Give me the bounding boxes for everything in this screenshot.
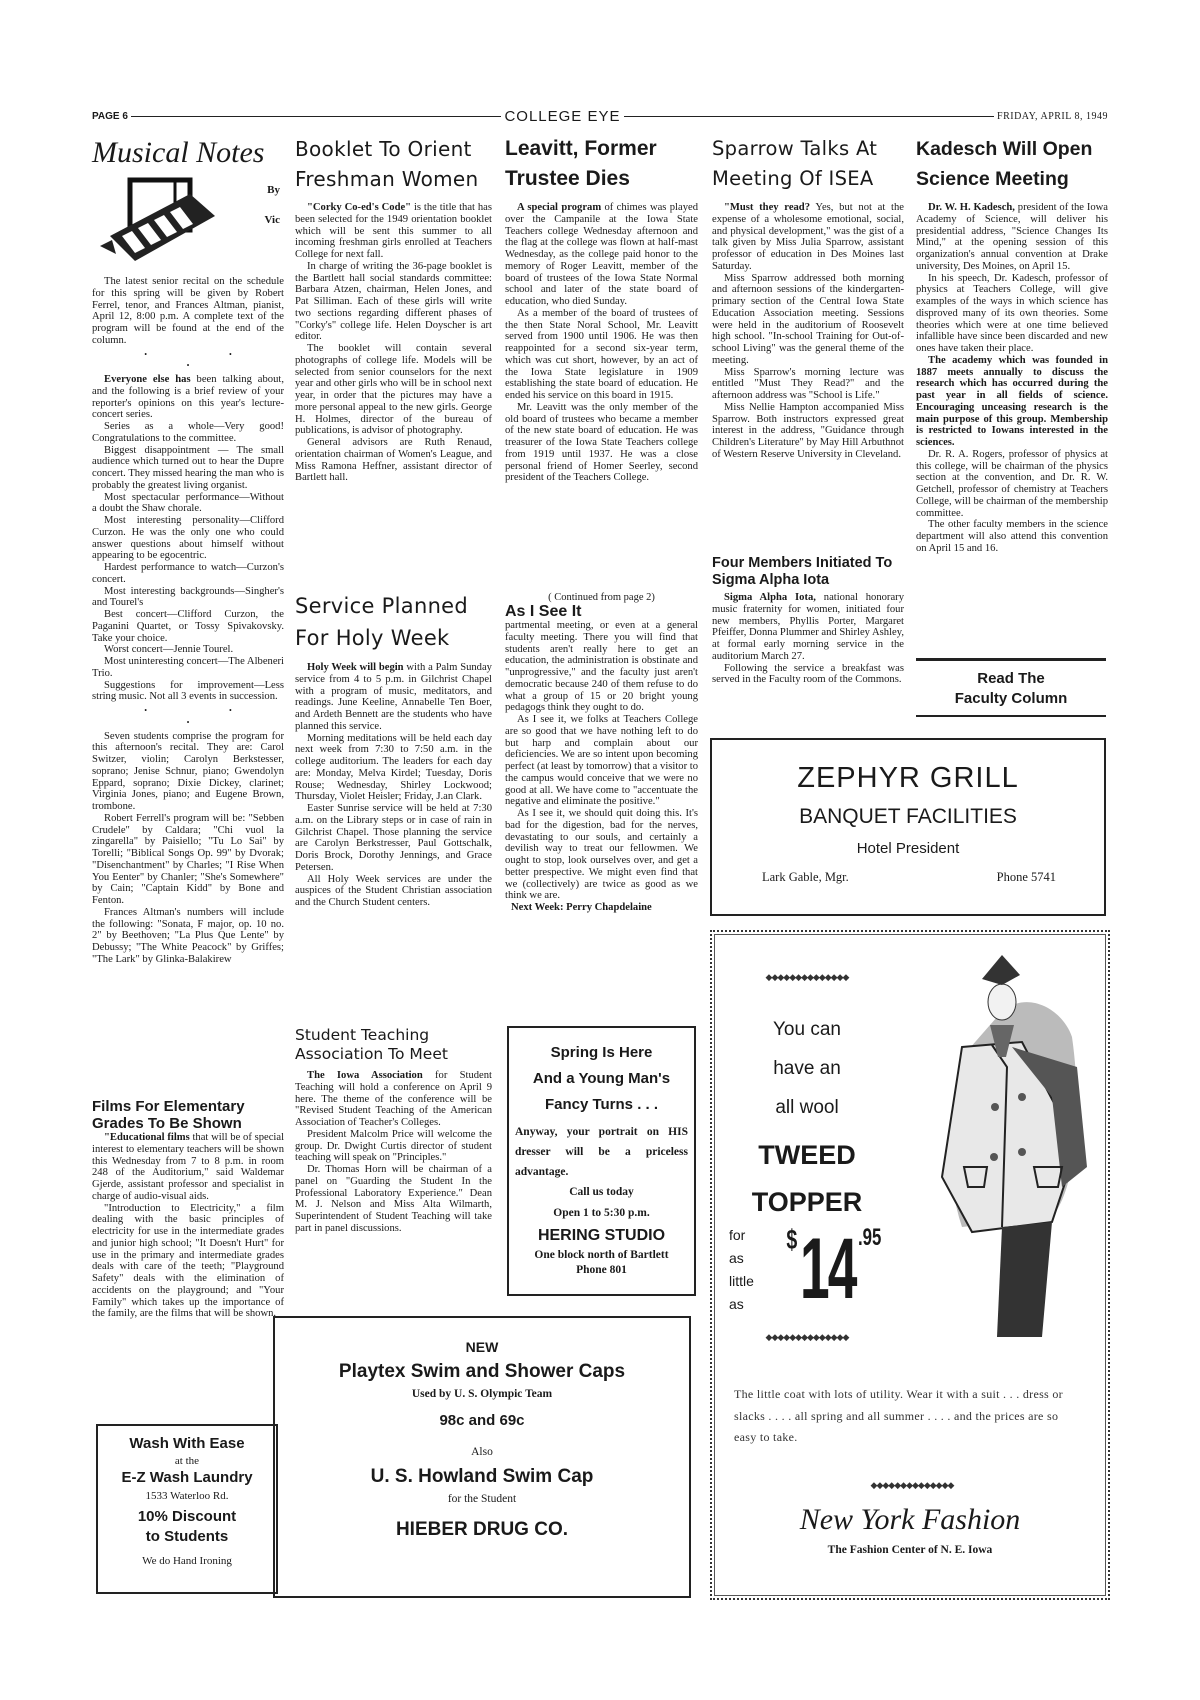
ad-text: have an bbox=[773, 1058, 841, 1079]
price-cents: .95 bbox=[858, 1224, 882, 1251]
ad-text: for bbox=[729, 1227, 746, 1243]
paragraph-text: President Malcolm Price will welcome the group. Dr. Dwight Curtis director of student teaching will speak on "Principles." bbox=[295, 1128, 492, 1164]
paragraph bbox=[916, 519, 1108, 554]
ad-footer bbox=[712, 862, 1104, 885]
paragraph bbox=[295, 874, 492, 909]
paragraph-text: Most spectacular performance—Without a doubt the Shaw chorale. bbox=[92, 491, 284, 515]
paragraph bbox=[916, 449, 1108, 520]
paragraph-text: Robert Ferrell's program will be: "Sebben Crudele" by Caldara; "Chi vuol la zingarella" by Paisiello; "Tu Lo Sai" by Torelli; "Biblical Songs Op. 99" by Dvorak; "Disenchantment" by Charles; "I Rise When You Eenter" by Chanler; "She's Somewhere" by Cain; "Captain Kidd" by Bone and Fenton. bbox=[92, 812, 284, 906]
paragraph-text: with a Palm Sunday service from 4 to 5 p.m. in Gilchrist Chapel with a program of music, meditators, and readings. June Keeline, Annabelle Ten Boer, and Ardeth Bennett are the students who have planned this service. bbox=[295, 662, 492, 732]
paragraph-text: Dr. Thomas Horn will be chairman of a panel on "Guarding the Student In the Professional Laboratory Experience." Dean M. J. Nelson and Miss Alta Wilmarth, Superintendent of Student Teaching will take part in panel discussions. bbox=[295, 1164, 492, 1234]
price-lead bbox=[729, 1224, 754, 1316]
article-body bbox=[505, 620, 698, 902]
paragraph-text: Most interesting backgrounds—Singher's and Tourel's bbox=[92, 585, 284, 609]
paragraph-text: Frances Altman's numbers will include the following: "Sonata, F major, op. 10 no. 2" by Beethoven; "La Plus Que Lente" by Debussy; "The White Peacock" by Griffes; "The Lark" by Glinka-Balakirew bbox=[92, 906, 284, 965]
hieber-drug-ad bbox=[273, 1316, 691, 1598]
paragraph bbox=[92, 1132, 284, 1203]
ad-text: You can bbox=[773, 1019, 841, 1040]
zephyr-grill-ad bbox=[710, 738, 1106, 916]
paragraph bbox=[92, 492, 284, 516]
paragraph-text: Seven students comprise the program for this afternoon's recital. They are: Carol Switzer, violin; Carolyn Berkstesser, soprano; Jenise Schnur, piano; Gwendolyn Eppard, soprano; Dixie Dickey, clarinet; Virginia Jones, piano; and Eugene Brown, trombone. bbox=[92, 730, 284, 812]
paragraph-text: of chimes was played over the Campanile at the Iowa State Teachers college Wednesday afternoon and the flag at the college was flown at half-mast Wednesday, as the college paid honor to the memory of Roger Leavitt, member of the board of trustees of the Iowa State Normal school and later of the state board of education, who died Sunday. bbox=[505, 202, 698, 307]
divider bbox=[916, 658, 1106, 661]
paragraph bbox=[92, 374, 284, 421]
article-body bbox=[295, 662, 492, 909]
woman-in-coat-illustration bbox=[902, 947, 1102, 1337]
paragraph bbox=[92, 813, 284, 907]
continued-note: ( Continued from page 2) bbox=[548, 592, 655, 603]
paragraph-text: Suggestions for improvement—Less string music. Not all 3 events in succession. bbox=[92, 679, 284, 703]
paragraph bbox=[916, 355, 1108, 449]
paragraph bbox=[505, 402, 698, 484]
ad-text: Anyway, your portrait on HIS dresser will be a priceless advantage. bbox=[515, 1126, 688, 1178]
laundry-ad bbox=[96, 1424, 278, 1594]
ad-prices: 98c and 69c bbox=[439, 1412, 525, 1429]
diamond-ornament-icon: ◆◆◆◆◆◆◆◆◆◆◆◆◆◆ bbox=[765, 1332, 849, 1342]
ad-text: Also bbox=[471, 1446, 493, 1458]
ad-text: all wool bbox=[775, 1097, 839, 1118]
ad-business-name: New York Fashion bbox=[799, 1503, 1021, 1536]
paragraph bbox=[505, 620, 698, 714]
ad-tagline: The Fashion Center of N. E. Iowa bbox=[827, 1544, 993, 1556]
lead-in: Sigma Alpha Iota, bbox=[724, 592, 816, 603]
lead-in: A special program bbox=[517, 202, 602, 213]
paragraph bbox=[295, 662, 492, 733]
paragraph bbox=[712, 663, 904, 687]
student-teaching-article bbox=[295, 1026, 492, 1235]
paragraph-text: The other faculty members in the science department will also attend this convention on April 15 and 16. bbox=[916, 519, 1108, 554]
ad-business-name: ZEPHYR GRILL bbox=[797, 762, 1019, 794]
column-logo bbox=[92, 176, 284, 268]
paragraph bbox=[295, 202, 492, 261]
paragraph bbox=[92, 586, 284, 610]
divider bbox=[624, 116, 995, 117]
paragraph-text: Miss Nellie Hampton accompanied Miss Sparrow. Both instructors expressed great interest in the address, "Guidance through Children's Literature" by May Hill Arbuthnot of Western Reserve University in Cleveland. bbox=[712, 401, 904, 460]
ad-text: for the Student bbox=[447, 1493, 517, 1505]
paragraph-text: As a member of the board of trustees of the then State Noral School, Mr. Leavitt served from 1900 until 1906. He was then reappointed for a second six-year term, which was cut short, however, by an act of the Iowa State legislature in 1909 establishing the state board of education. He ended his service on this board in 1915. bbox=[505, 307, 698, 401]
paragraph bbox=[92, 656, 284, 680]
divider bbox=[916, 715, 1106, 717]
ad-text: as bbox=[729, 1250, 744, 1266]
ad-headline: Playtex Swim and Shower Caps bbox=[338, 1361, 626, 1382]
paragraph-text: "Introduction to Electricity," a film dealing with the basic principles of electricity for use in the intermediate grades and junior high school; "It Doesn't Hurt" for use in the primary and intermediate grades deals with care of the teeth; "Playground Safety" deals with the elimination of accidents on the playground; and "Your Family" which takes up the importance of the family, are the films that will be shown. bbox=[92, 1202, 284, 1320]
headline: Booklet To Orient Freshman Women bbox=[295, 137, 479, 191]
ad-text: Used by U. S. Olympic Team bbox=[411, 1388, 553, 1400]
paragraph bbox=[295, 1164, 492, 1235]
headline: Musical Notes bbox=[92, 136, 265, 169]
page-header bbox=[92, 108, 1108, 124]
byline-by: By bbox=[267, 184, 280, 196]
ad-text: TWEED bbox=[758, 1140, 856, 1170]
diamond-ornament-icon: ◆◆◆◆◆◆◆◆◆◆◆◆◆◆ bbox=[870, 1480, 954, 1490]
paragraph bbox=[295, 343, 492, 437]
price bbox=[784, 1221, 887, 1317]
article-body bbox=[712, 592, 904, 686]
paragraph bbox=[505, 714, 698, 808]
paragraph-text: Dr. R. A. Rogers, professor of physics at this college, will be chairman of the physics section at the convention, and Dr. R. W. Getchell, professor of chemistry at Teachers College, will be chairman of the membership committee. bbox=[916, 448, 1108, 519]
ad-hotel: Hotel President bbox=[856, 840, 960, 857]
paragraph bbox=[712, 402, 904, 461]
lead-in: "Corky Co-ed's Code" bbox=[307, 202, 412, 213]
paragraph-text: As I see it, we folks at Teachers College are so good that we have nothing left to do but harp and complain about our deficiencies. We are so intent upon becoming perfect (at least by tomorrow) that a visitor to the campus would conceive that we were no good at all. We have come to "accentuate the negative and eliminate the positive." bbox=[505, 714, 698, 808]
paragraph-text: Mr. Leavitt was the only member of the old board of trustees who became a member of the new state board of education. He was treasurer of the Iowa State Teachers college from 1919 until 1937. He was a close personal friend of Homer Seerley, second president of the Teachers College. bbox=[505, 401, 698, 484]
newspaper-name: COLLEGE EYE bbox=[504, 107, 621, 125]
ad-headline: Wash With Ease bbox=[129, 1435, 245, 1452]
article-body bbox=[92, 276, 284, 966]
ad-text: Call us today bbox=[569, 1186, 634, 1198]
paragraph-text: Miss Sparrow's morning lecture was entitled "Must They Read?" and the afternoon address was "School is Life." bbox=[712, 366, 904, 401]
headline: Films For Elementary Grades To Be Shown bbox=[92, 1098, 245, 1132]
ad-headline bbox=[732, 1010, 882, 1127]
paragraph-text: Best concert—Clifford Curzon, the Paganini Quartet, or Tossy Spivakovsky. Take your choice. bbox=[92, 609, 284, 644]
paragraph-text: Most interesting personality—Clifford Curzon. He was the only one who could answer questions about himself without appearing to be egocentric. bbox=[92, 515, 284, 562]
paragraph bbox=[505, 808, 698, 902]
paragraph bbox=[295, 733, 492, 804]
paragraph-text: The latest senior recital on the schedule for this spring will be given by Robert Ferrel, tenor, and Frances Altman, pianist, April 12, 8:00 p.m. A complete text of the program will be found at the end of the column. bbox=[92, 276, 284, 346]
ad-phone: Phone 5741 bbox=[996, 870, 1056, 884]
paragraph bbox=[92, 515, 284, 562]
headline: Service Planned For Holy Week bbox=[295, 594, 469, 650]
headline: Leavitt, Former Trustee Dies bbox=[505, 137, 657, 190]
paragraph bbox=[92, 421, 284, 445]
paragraph bbox=[505, 308, 698, 402]
ad-address: 1533 Waterloo Rd. bbox=[145, 1490, 229, 1502]
paragraph-text: Easter Sunrise service will be held at 7:30 a.m. on the Library steps or in case of rain in Gilchrist Chapel. Those planning the service are Carolyn Berkstresser, Paul Gottschalk, Doris Brock, Dorothy Jennings, and Grace Petersen. bbox=[295, 803, 492, 873]
ad-address: One block north of Bartlett bbox=[534, 1249, 669, 1261]
paragraph-text: partmental meeting, or even at a general faculty meeting. There you will find that students aren't really here to get an education, the administration is obstinate and "unprogressive," and the faculty just aren't democratic because 240 of them refuse to do what a group of 15 or 20 bright young pedagogs think they ought to do. bbox=[505, 620, 698, 714]
paragraph bbox=[92, 562, 284, 586]
article-body bbox=[295, 202, 492, 484]
holy-week-article bbox=[295, 590, 492, 909]
ad-headline: Spring Is Here bbox=[550, 1044, 653, 1061]
ad-text: TOPPER bbox=[751, 1187, 863, 1217]
paragraph bbox=[295, 437, 492, 484]
paragraph-text: As I see it, we should quit doing this. It's bad for the digestion, bad for the nerves, devastating to our souls, and certainly a devilish way to treat our fellowmen. We ought to stop, look ourselves over, and get a better prespective. We might even find that we (collectively) are twice as good as we think we are. bbox=[505, 808, 698, 902]
ad-headline: U. S. Howland Swim Cap bbox=[370, 1466, 594, 1487]
paragraph-text: for Student Teaching will hold a conference on April 9 here. The theme of the conference will be "Revised Student Teaching of the American Association of Teacher's Colleges. bbox=[295, 1070, 492, 1128]
paragraph bbox=[92, 609, 284, 644]
headline: Student Teaching Association To Meet bbox=[295, 1026, 448, 1063]
next-week-note: Next Week: Perry Chapdelaine bbox=[511, 902, 652, 913]
lead-in: "Must they read? bbox=[724, 202, 811, 213]
promo-text: Faculty Column bbox=[954, 690, 1068, 707]
paragraph bbox=[92, 907, 284, 966]
faculty-column-promo bbox=[916, 658, 1106, 717]
paragraph bbox=[712, 202, 904, 273]
paragraph bbox=[505, 202, 698, 308]
leavitt-article bbox=[505, 134, 698, 484]
paragraph-text: Most uninteresting concert—The Albeneri Trio. bbox=[92, 656, 284, 679]
paragraph-text: Morning meditations will be held each day next week from 7:30 to 7:50 a.m. in the college auditorium. The leaders for each day are: Monday, Melva Kirdel; Tuesday, Doris Rouse; Wednesday, Shirley Lockwood; Thursday, Violet Heisler; Friday, J.an Clark. bbox=[295, 732, 492, 803]
paragraph-text: that will be of special interest to elementary teachers will be shown this Wednesday from 7 to 8 p.m. in room 248 of the Auditorium," said Waldemar Gjerde, assistant professor and specialist in charge of audio-visual aids. bbox=[92, 1132, 285, 1202]
paragraph-text: is the title that has been selected for the 1949 orientation booklet which will be sent this summer to all incoming freshman girls enrolled at Teachers College for next fall. bbox=[295, 202, 493, 260]
ad-business-name: HERING STUDIO bbox=[537, 1227, 666, 1244]
ad-product bbox=[732, 1132, 882, 1226]
article-body bbox=[505, 202, 698, 484]
as-i-see-it-article bbox=[505, 592, 698, 914]
paragraph-text: Following the service a breakfast was served in the Faculty room of the Commons. bbox=[712, 662, 904, 686]
paragraph bbox=[92, 644, 284, 656]
price-dollar: $ bbox=[786, 1224, 798, 1255]
lead-in: The academy which was founded in 1887 meets annually to discuss the research which has occurred during the past year in all fields of science. Encouraging unceasing research is the main purpose of this group. Membership is restricted to Iowans interested in the sciences. bbox=[916, 354, 1108, 448]
section-separator: • • • bbox=[144, 349, 272, 371]
section-separator: • • • bbox=[144, 706, 272, 727]
headline: Sparrow Talks At Meeting Of ISEA bbox=[712, 137, 878, 190]
paragraph-text: Hardest performance to watch—Curzon's concert. bbox=[92, 562, 284, 585]
headline: Four Members Initiated To Sigma Alpha Iota bbox=[712, 555, 893, 588]
booklet-article bbox=[295, 134, 492, 484]
lead-in: Everyone else has bbox=[104, 374, 191, 385]
paragraph bbox=[295, 1129, 492, 1164]
sparrow-article bbox=[712, 134, 904, 461]
films-article bbox=[92, 1098, 284, 1320]
lead-in: Holy Week will begin bbox=[307, 662, 404, 673]
issue-date: FRIDAY, APRIL 8, 1949 bbox=[997, 110, 1109, 122]
article-body bbox=[916, 202, 1108, 555]
article-body bbox=[712, 202, 904, 461]
paragraph-text: been talking about, and the following is a brief review of your reporter's opinions on this year's lecture-concert series. bbox=[92, 374, 284, 421]
ad-manager: Lark Gable, Mgr. bbox=[762, 870, 849, 884]
ad-text: as bbox=[729, 1296, 744, 1312]
paragraph-text: Miss Sparrow addressed both morning and afternoon sessions of the kindergarten-primary section of the Central Iowa State Education Association meeting. Sessions were held in the auditorium of Roosevelt high school. "In-school Training for Out-of-school Living" was the general theme of the meeting. bbox=[712, 272, 904, 366]
diamond-ornament-icon: ◆◆◆◆◆◆◆◆◆◆◆◆◆◆ bbox=[765, 972, 849, 982]
headline: Kadesch Will Open Science Meeting bbox=[916, 138, 1093, 190]
paragraph-text: president of the Iowa Academy of Science, will deliver his presidential address, "Science Changes Its Mind," at the opening session of this organization's annual convention at Drake university, Des Moines, on April 15. bbox=[916, 202, 1109, 272]
piano-keys-icon bbox=[100, 176, 240, 266]
paragraph-text: In his speech, Dr. Kadesch, professor of physics at Teachers College, will give examples of the ways in which science has disproved many of its own theories. Some theories which were at one time believed infallible have since been discarded and new ones have taken their place. bbox=[916, 272, 1108, 354]
byline-name: Vic bbox=[264, 214, 280, 226]
paragraph-text: Yes, but not at the expense of a wholesome emotional, social, and physical development," was the gist of a talk given by Miss Julia Sparrow, assistant professor of education in Des Moines last Saturday. bbox=[712, 202, 905, 272]
new-york-fashion-ad bbox=[710, 930, 1110, 1600]
paragraph bbox=[92, 680, 284, 704]
paragraph bbox=[916, 273, 1108, 355]
headline: As I See It bbox=[505, 603, 582, 620]
paragraph bbox=[712, 273, 904, 367]
ad-text: at the bbox=[174, 1455, 200, 1467]
paragraph bbox=[92, 731, 284, 813]
ad-text: NEW bbox=[465, 1339, 499, 1355]
paragraph bbox=[92, 445, 284, 492]
paragraph bbox=[295, 803, 492, 874]
paragraph bbox=[295, 261, 492, 343]
ad-discount: 10% Discount bbox=[137, 1508, 237, 1525]
lead-in: Dr. W. H. Kadesch, bbox=[928, 202, 1015, 213]
page-number: PAGE 6 bbox=[92, 110, 128, 122]
paragraph-text: General advisors are Ruth Renaud, orientation chairman of Women's League, and Miss Ramona Heffner, assistant director of Bartlett hall. bbox=[295, 437, 492, 484]
promo-text: Read The bbox=[977, 670, 1045, 687]
ad-headline: Fancy Turns . . . bbox=[544, 1096, 659, 1113]
ad-hours: Open 1 to 5:30 p.m. bbox=[553, 1207, 650, 1219]
article-body bbox=[295, 1070, 492, 1235]
lead-in: The Iowa Association bbox=[307, 1070, 423, 1081]
kadesch-article bbox=[916, 134, 1108, 555]
paragraph-text: national honorary music fraternity for women, initiated four new members, Phyllis Porter, Margaret Pfeiffer, Donna Plummer and Shirley Ashley, at formal early morning service in the auditorium March 27. bbox=[712, 592, 904, 662]
hering-studio-ad bbox=[507, 1026, 696, 1296]
ad-business-name: E-Z Wash Laundry bbox=[121, 1469, 253, 1486]
paragraph-text: Series as a whole—Very good! Congratulations to the committee. bbox=[92, 421, 284, 444]
paragraph-text: Worst concert—Jennie Tourel. bbox=[104, 644, 234, 656]
price-main: 14 bbox=[799, 1221, 856, 1317]
paragraph-text: All Holy Week services are under the auspices of the Student Christian association and the Church Student centers. bbox=[295, 873, 492, 908]
paragraph bbox=[295, 1070, 492, 1129]
musical-notes-article bbox=[92, 136, 284, 966]
ad-phone: Phone 801 bbox=[576, 1264, 627, 1276]
ad-footer: We do Hand Ironing bbox=[142, 1555, 232, 1567]
ad-business-name: HIEBER DRUG CO. bbox=[395, 1519, 569, 1540]
paragraph-text: The booklet will contain several photographs of college life. Models will be selected from senior counselors for the next year and other girls who will be in school next year, in order that the pictures may have a more personal appeal to the new girls. George H. Holmes, director of the bureau of publications, is advisor of photography. bbox=[295, 343, 492, 437]
ad-text: little bbox=[729, 1273, 754, 1289]
paragraph bbox=[92, 1203, 284, 1321]
paragraph-text: Biggest disappointment — The small audience which turned out to hear the Dupre concert. They missed hearing the man who is probably the greatest living organist. bbox=[92, 444, 284, 491]
article-body bbox=[92, 1132, 284, 1320]
divider bbox=[131, 116, 502, 117]
paragraph bbox=[712, 367, 904, 402]
paragraph bbox=[712, 592, 904, 663]
ad-headline: BANQUET FACILITIES bbox=[799, 805, 1017, 828]
sigma-alpha-iota-article bbox=[712, 555, 904, 686]
paragraph bbox=[916, 202, 1108, 273]
ad-headline: And a Young Man's bbox=[532, 1070, 671, 1087]
paragraph-text: In charge of writing the 36-page booklet is the Bartlett hall social standards committee: Barbara Atzen, chairman, Helen Jones, and Pat Silliman. Each of these girls will write two sections regarding different phases of "Corky's" college life. Helen Doyscher is art editor. bbox=[295, 260, 492, 343]
ad-body-text: The little coat with lots of utility. Wear it with a suit . . . dress or slacks . . . . all spring and all summer . . . . and the prices are so easy to take. bbox=[734, 1387, 1063, 1444]
ad-discount: to Students bbox=[145, 1528, 229, 1545]
lead-in: "Educational films bbox=[104, 1132, 190, 1143]
paragraph bbox=[92, 276, 284, 347]
